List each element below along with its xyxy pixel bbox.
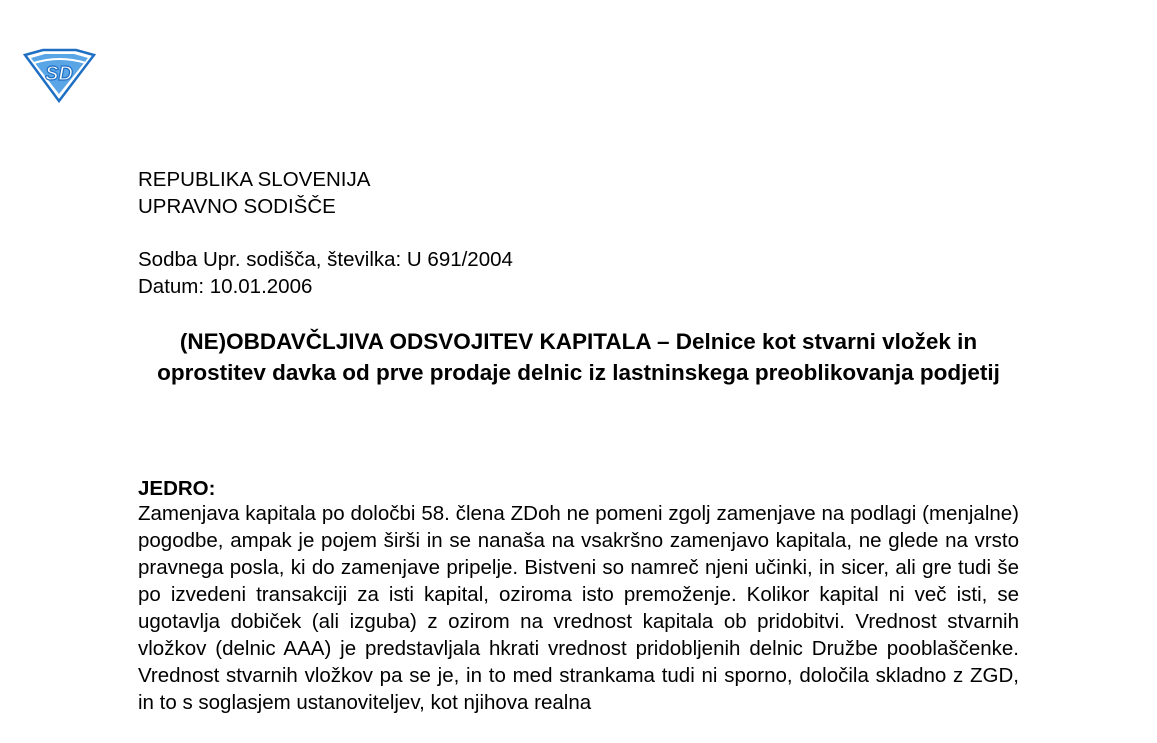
- sd-shield-logo-icon: [22, 47, 96, 103]
- case-number: Sodba Upr. sodišča, številka: U 691/2004: [138, 248, 513, 271]
- court-header: [138, 166, 370, 220]
- case-meta: [138, 246, 513, 300]
- section-body: Zamenjava kapitala po določbi 58. člena ZDoh ne pomeni zgolj zamenjave na podlagi (menjalne) pogodbe, ampak je pojem širši in se nanaša na vsakršno zamenjavo kapitala, ne glede na vrsto pravnega posla, ki do zamenjave pripelje. Bistveni so namreč njeni učinki, in sicer, ali gre tudi še po izvedeni transakciji za isti kapital, oziroma isto premoženje. Kolikor kapital ni več isti, se ugotavlja dobiček (ali izguba) z ozirom na vrednost kapitala ob pridobitvi. Vrednost stvarnih vložkov (delnic AAA) je predstavljala hkrati vrednost pridobljenih delnic Družbe pooblaščenke. Vrednost stvarnih vložkov pa se je, in to med strankama tudi ni sporno, določila skladno z ZGD, in to s soglasjem ustanoviteljev, kot njihova realna: [138, 502, 1019, 714]
- section-heading: JEDRO:: [138, 477, 216, 500]
- court-name: UPRAVNO SODIŠČE: [138, 195, 336, 218]
- logo-text: SD: [45, 63, 73, 85]
- case-date: Datum: 10.01.2006: [138, 275, 313, 298]
- republic-name: REPUBLIKA SLOVENIJA: [138, 168, 371, 191]
- document-title: (NE)OBDAVČLJIVA ODSVOJITEV KAPITALA – Delnice kot stvarni vložek in oprostitev davka od prve prodaje delnic iz lastninskega preoblikovanja podjetij: [157, 329, 1000, 385]
